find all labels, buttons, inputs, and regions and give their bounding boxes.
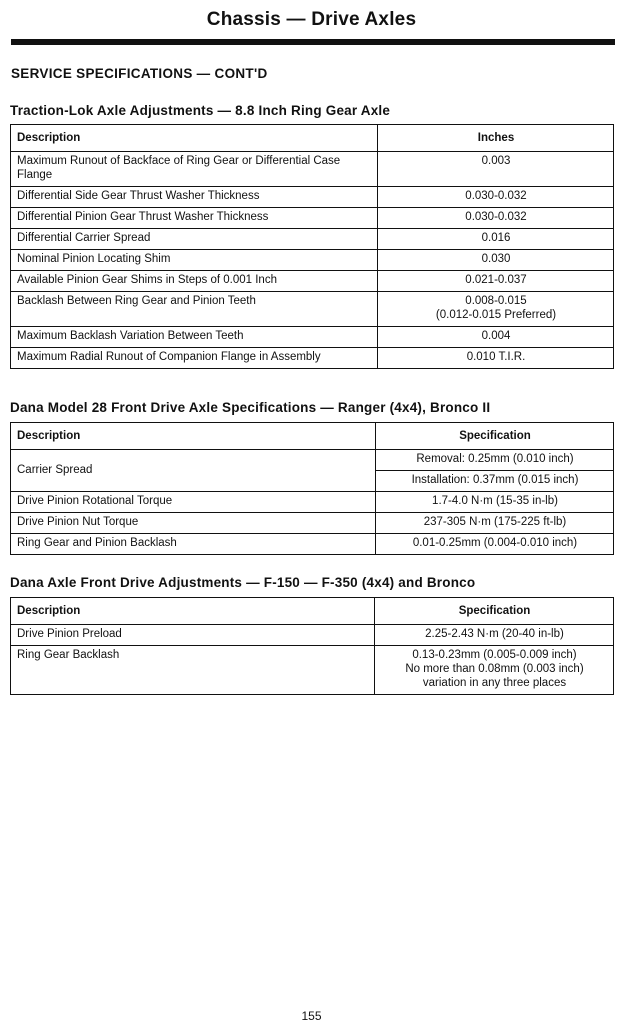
table-row <box>11 625 614 646</box>
table-header-row <box>11 125 614 152</box>
table-row <box>11 229 614 250</box>
traction-lok-table-caption: Traction-Lok Axle Adjustments — 8.8 Inch Ring Gear Axle <box>10 103 391 118</box>
row-value: 0.004 <box>378 327 614 348</box>
section-heading: SERVICE SPECIFICATIONS — CONT'D <box>11 66 268 81</box>
row-description: Maximum Radial Runout of Companion Flange in Assembly <box>11 348 378 369</box>
row-description: Backlash Between Ring Gear and Pinion Teeth <box>11 292 378 327</box>
row-value: 0.016 <box>378 229 614 250</box>
page-number: 155 <box>301 1009 322 1023</box>
table-header-row <box>11 598 614 625</box>
row-description: Drive Pinion Rotational Torque <box>11 492 376 513</box>
row-value: 0.01-0.25mm (0.004-0.010 inch) <box>376 534 614 555</box>
row-value: 0.008-0.015 (0.012-0.015 Preferred) <box>378 292 614 327</box>
dana-28-table-caption: Dana Model 28 Front Drive Axle Specifications — Ranger (4x4), Bronco II <box>10 400 491 415</box>
column-header: Inches <box>378 125 614 152</box>
table-row <box>11 327 614 348</box>
page-title: Chassis — Drive Axles <box>206 9 417 30</box>
row-value: 0.030-0.032 <box>378 187 614 208</box>
row-description: Carrier Spread <box>11 450 376 492</box>
table-row <box>11 513 614 534</box>
table-row <box>11 187 614 208</box>
row-value: 0.003 <box>378 152 614 187</box>
column-header: Description <box>11 125 378 152</box>
row-description: Nominal Pinion Locating Shim <box>11 250 378 271</box>
row-value: 2.25-2.43 N·m (20-40 in-lb) <box>375 625 614 646</box>
row-value: 1.7-4.0 N·m (15-35 in-lb) <box>376 492 614 513</box>
row-value: Removal: 0.25mm (0.010 inch) <box>376 450 614 471</box>
table-row <box>11 152 614 187</box>
row-description: Available Pinion Gear Shims in Steps of 0.001 Inch <box>11 271 378 292</box>
row-value: 0.021-0.037 <box>378 271 614 292</box>
row-value: 237-305 N·m (175-225 ft-lb) <box>376 513 614 534</box>
row-value: Installation: 0.37mm (0.015 inch) <box>376 471 614 492</box>
row-description: Differential Side Gear Thrust Washer Thickness <box>11 187 378 208</box>
row-value: 0.13-0.23mm (0.005-0.009 inch) No more than 0.08mm (0.003 inch) variation in any three places <box>375 646 614 695</box>
row-description: Differential Carrier Spread <box>11 229 378 250</box>
row-description: Ring Gear Backlash <box>11 646 375 695</box>
dana-28-table <box>10 422 614 555</box>
row-description: Drive Pinion Nut Torque <box>11 513 376 534</box>
row-description: Maximum Runout of Backface of Ring Gear or Differential Case Flange <box>11 152 378 187</box>
table-row <box>11 250 614 271</box>
row-value: 0.010 T.I.R. <box>378 348 614 369</box>
column-header: Description <box>11 423 376 450</box>
table-row <box>11 208 614 229</box>
column-header: Description <box>11 598 375 625</box>
row-description: Drive Pinion Preload <box>11 625 375 646</box>
table-row <box>11 534 614 555</box>
table-row <box>11 271 614 292</box>
traction-lok-table <box>10 124 614 369</box>
table-row <box>11 646 614 695</box>
row-value: 0.030-0.032 <box>378 208 614 229</box>
row-description: Maximum Backlash Variation Between Teeth <box>11 327 378 348</box>
row-description: Differential Pinion Gear Thrust Washer Thickness <box>11 208 378 229</box>
dana-front-table <box>10 597 614 695</box>
table-header-row <box>11 423 614 450</box>
column-header: Specification <box>376 423 614 450</box>
table-row <box>11 492 614 513</box>
dana-front-table-caption: Dana Axle Front Drive Adjustments — F-150 — F-350 (4x4) and Bronco <box>10 575 476 590</box>
title-rule <box>11 39 615 45</box>
row-value: 0.030 <box>378 250 614 271</box>
row-description: Ring Gear and Pinion Backlash <box>11 534 376 555</box>
table-row <box>11 348 614 369</box>
table-row <box>11 450 614 471</box>
table-row <box>11 292 614 327</box>
column-header: Specification <box>375 598 614 625</box>
